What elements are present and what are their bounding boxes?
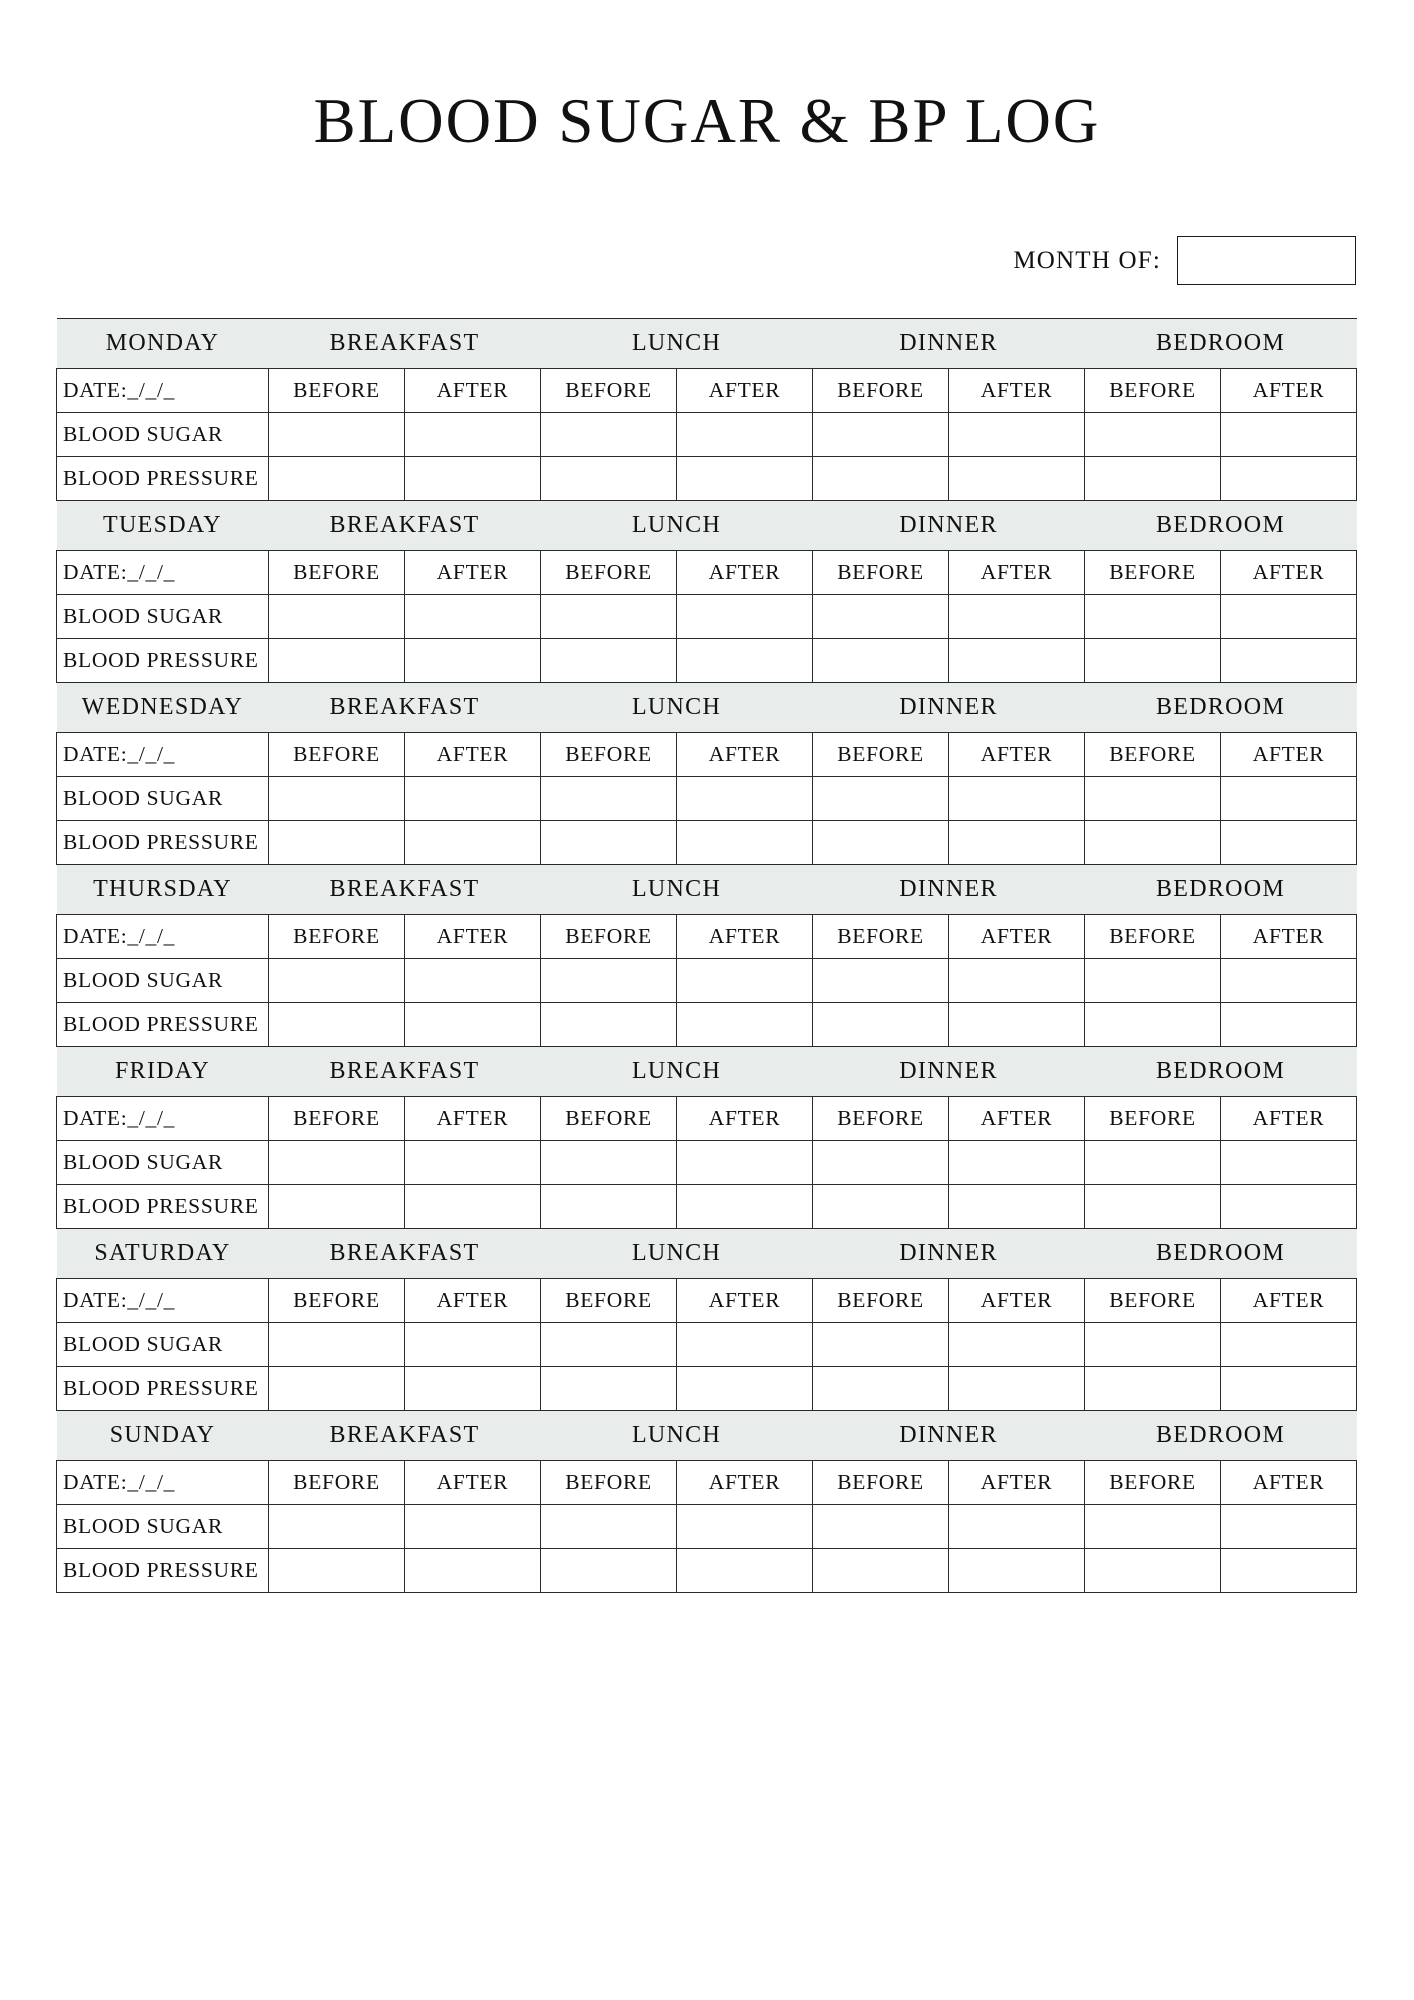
measure-header-before: BEFORE xyxy=(541,733,677,777)
month-of-row xyxy=(0,236,1414,285)
meal-header-breakfast: BREAKFAST xyxy=(269,1047,541,1097)
blood-sugar-input-cell[interactable] xyxy=(813,1505,949,1549)
blood-sugar-input-cell[interactable] xyxy=(269,413,405,457)
measure-header-before: BEFORE xyxy=(813,551,949,595)
blood-sugar-input-cell[interactable] xyxy=(949,777,1085,821)
meal-header-lunch: LUNCH xyxy=(541,1229,813,1279)
measure-header-before: BEFORE xyxy=(813,369,949,413)
month-of-input[interactable] xyxy=(1177,236,1356,285)
blood-pressure-label: BLOOD PRESSURE xyxy=(57,821,269,865)
measure-header-after: AFTER xyxy=(949,915,1085,959)
meal-header-bedroom: BEDROOM xyxy=(1085,1047,1357,1097)
measure-header-after: AFTER xyxy=(949,1461,1085,1505)
blood-pressure-input-cell[interactable] xyxy=(813,457,949,501)
meal-header-bedroom: BEDROOM xyxy=(1085,501,1357,551)
blood-sugar-input-cell[interactable] xyxy=(405,413,541,457)
blood-sugar-input-cell[interactable] xyxy=(1085,1323,1221,1367)
page-title: BLOOD SUGAR & BP LOG xyxy=(313,86,1101,156)
meal-header-bedroom: BEDROOM xyxy=(1085,1411,1357,1461)
meal-header-lunch: LUNCH xyxy=(541,501,813,551)
measure-header-after: AFTER xyxy=(677,1279,813,1323)
blood-pressure-input-cell[interactable] xyxy=(269,1185,405,1229)
blood-sugar-input-cell[interactable] xyxy=(813,1323,949,1367)
blood-pressure-input-cell[interactable] xyxy=(1221,1367,1357,1411)
date-field[interactable]: DATE:_/_/_ xyxy=(57,1279,269,1323)
measure-header-after: AFTER xyxy=(677,915,813,959)
month-of-label: MONTH OF: xyxy=(1013,246,1161,274)
date-row xyxy=(57,733,1357,777)
blood-sugar-input-cell[interactable] xyxy=(405,959,541,1003)
measure-header-before: BEFORE xyxy=(541,369,677,413)
blood-pressure-input-cell[interactable] xyxy=(813,639,949,683)
blood-sugar-input-cell[interactable] xyxy=(1221,595,1357,639)
blood-sugar-input-cell[interactable] xyxy=(813,777,949,821)
blood-sugar-input-cell[interactable] xyxy=(677,595,813,639)
measure-header-after: AFTER xyxy=(1221,733,1357,777)
meal-header-bedroom: BEDROOM xyxy=(1085,683,1357,733)
date-field[interactable]: DATE:_/_/_ xyxy=(57,733,269,777)
blood-sugar-row xyxy=(57,959,1357,1003)
blood-pressure-label: BLOOD PRESSURE xyxy=(57,639,269,683)
meal-header-breakfast: BREAKFAST xyxy=(269,501,541,551)
blood-pressure-input-cell[interactable] xyxy=(677,1367,813,1411)
date-field[interactable]: DATE:_/_/_ xyxy=(57,551,269,595)
day-name-wednesday: WEDNESDAY xyxy=(57,683,269,733)
blood-sugar-label: BLOOD SUGAR xyxy=(57,1141,269,1185)
blood-sugar-label: BLOOD SUGAR xyxy=(57,1505,269,1549)
meal-header-lunch: LUNCH xyxy=(541,683,813,733)
measure-header-after: AFTER xyxy=(1221,1279,1357,1323)
blood-sugar-input-cell[interactable] xyxy=(1085,1141,1221,1185)
blood-pressure-input-cell[interactable] xyxy=(813,1367,949,1411)
measure-header-before: BEFORE xyxy=(1085,369,1221,413)
meal-header-breakfast: BREAKFAST xyxy=(269,319,541,369)
blood-sugar-input-cell[interactable] xyxy=(677,413,813,457)
meal-header-breakfast: BREAKFAST xyxy=(269,1229,541,1279)
date-row xyxy=(57,915,1357,959)
day-name-friday: FRIDAY xyxy=(57,1047,269,1097)
measure-header-after: AFTER xyxy=(677,1461,813,1505)
log-table-container xyxy=(56,318,1358,1593)
blood-sugar-input-cell[interactable] xyxy=(1221,1505,1357,1549)
blood-sugar-input-cell[interactable] xyxy=(1085,413,1221,457)
measure-header-after: AFTER xyxy=(405,369,541,413)
blood-sugar-input-cell[interactable] xyxy=(813,413,949,457)
meal-header-bedroom: BEDROOM xyxy=(1085,865,1357,915)
blood-pressure-input-cell[interactable] xyxy=(813,821,949,865)
blood-sugar-input-cell[interactable] xyxy=(269,959,405,1003)
blood-pressure-input-cell[interactable] xyxy=(677,1003,813,1047)
measure-header-after: AFTER xyxy=(677,733,813,777)
blood-sugar-input-cell[interactable] xyxy=(541,1141,677,1185)
blood-sugar-input-cell[interactable] xyxy=(405,1505,541,1549)
measure-header-after: AFTER xyxy=(949,551,1085,595)
blood-pressure-input-cell[interactable] xyxy=(677,1185,813,1229)
measure-header-after: AFTER xyxy=(405,551,541,595)
blood-sugar-input-cell[interactable] xyxy=(1221,777,1357,821)
blood-sugar-input-cell[interactable] xyxy=(405,1323,541,1367)
blood-sugar-label: BLOOD SUGAR xyxy=(57,413,269,457)
blood-pressure-input-cell[interactable] xyxy=(949,639,1085,683)
blood-sugar-input-cell[interactable] xyxy=(541,413,677,457)
day-name-sunday: SUNDAY xyxy=(57,1411,269,1461)
measure-header-after: AFTER xyxy=(405,1097,541,1141)
measure-header-before: BEFORE xyxy=(269,733,405,777)
blood-pressure-input-cell[interactable] xyxy=(405,1549,541,1593)
measure-header-before: BEFORE xyxy=(813,733,949,777)
blood-sugar-input-cell[interactable] xyxy=(1085,777,1221,821)
blood-sugar-input-cell[interactable] xyxy=(405,777,541,821)
measure-header-before: BEFORE xyxy=(1085,1097,1221,1141)
blood-sugar-input-cell[interactable] xyxy=(541,777,677,821)
meal-header-lunch: LUNCH xyxy=(541,1047,813,1097)
blood-pressure-input-cell[interactable] xyxy=(949,1367,1085,1411)
day-header-row xyxy=(57,501,1357,551)
date-field[interactable]: DATE:_/_/_ xyxy=(57,1097,269,1141)
blood-pressure-input-cell[interactable] xyxy=(541,457,677,501)
blood-sugar-input-cell[interactable] xyxy=(541,1505,677,1549)
blood-pressure-input-cell[interactable] xyxy=(1085,639,1221,683)
blood-pressure-input-cell[interactable] xyxy=(677,457,813,501)
date-field[interactable]: DATE:_/_/_ xyxy=(57,915,269,959)
blood-pressure-input-cell[interactable] xyxy=(813,1549,949,1593)
measure-header-before: BEFORE xyxy=(1085,551,1221,595)
measure-header-after: AFTER xyxy=(1221,369,1357,413)
blood-sugar-input-cell[interactable] xyxy=(949,1505,1085,1549)
meal-header-breakfast: BREAKFAST xyxy=(269,1411,541,1461)
blood-sugar-input-cell[interactable] xyxy=(1085,959,1221,1003)
measure-header-before: BEFORE xyxy=(1085,1279,1221,1323)
date-row xyxy=(57,1461,1357,1505)
meal-header-bedroom: BEDROOM xyxy=(1085,319,1357,369)
measure-header-before: BEFORE xyxy=(269,1097,405,1141)
blood-pressure-input-cell[interactable] xyxy=(1085,1185,1221,1229)
blood-sugar-input-cell[interactable] xyxy=(813,959,949,1003)
blood-pressure-input-cell[interactable] xyxy=(1221,1185,1357,1229)
day-name-thursday: THURSDAY xyxy=(57,865,269,915)
measure-header-before: BEFORE xyxy=(269,1279,405,1323)
meal-header-lunch: LUNCH xyxy=(541,319,813,369)
blood-sugar-input-cell[interactable] xyxy=(1085,1505,1221,1549)
blood-pressure-label: BLOOD PRESSURE xyxy=(57,1549,269,1593)
blood-pressure-input-cell[interactable] xyxy=(541,821,677,865)
measure-header-before: BEFORE xyxy=(813,1097,949,1141)
blood-pressure-row xyxy=(57,1003,1357,1047)
blood-pressure-input-cell[interactable] xyxy=(1085,1367,1221,1411)
blood-pressure-input-cell[interactable] xyxy=(405,1185,541,1229)
meal-header-dinner: DINNER xyxy=(813,1411,1085,1461)
blood-sugar-input-cell[interactable] xyxy=(1221,413,1357,457)
blood-sugar-input-cell[interactable] xyxy=(1221,1141,1357,1185)
meal-header-dinner: DINNER xyxy=(813,1047,1085,1097)
blood-sugar-row xyxy=(57,1323,1357,1367)
blood-sugar-input-cell[interactable] xyxy=(1221,959,1357,1003)
blood-pressure-input-cell[interactable] xyxy=(1221,1549,1357,1593)
date-row xyxy=(57,1279,1357,1323)
blood-pressure-input-cell[interactable] xyxy=(1221,821,1357,865)
measure-header-after: AFTER xyxy=(677,1097,813,1141)
blood-sugar-input-cell[interactable] xyxy=(677,1141,813,1185)
blood-pressure-input-cell[interactable] xyxy=(1221,1003,1357,1047)
blood-sugar-input-cell[interactable] xyxy=(813,1141,949,1185)
measure-header-before: BEFORE xyxy=(813,915,949,959)
day-header-row xyxy=(57,1047,1357,1097)
date-row xyxy=(57,551,1357,595)
blood-pressure-row xyxy=(57,821,1357,865)
day-name-monday: MONDAY xyxy=(57,319,269,369)
blood-sugar-input-cell[interactable] xyxy=(677,777,813,821)
blood-pressure-input-cell[interactable] xyxy=(1085,1549,1221,1593)
blood-sugar-input-cell[interactable] xyxy=(949,595,1085,639)
measure-header-after: AFTER xyxy=(677,551,813,595)
blood-sugar-input-cell[interactable] xyxy=(269,1505,405,1549)
day-name-saturday: SATURDAY xyxy=(57,1229,269,1279)
blood-pressure-input-cell[interactable] xyxy=(541,1549,677,1593)
day-header-row xyxy=(57,865,1357,915)
meal-header-breakfast: BREAKFAST xyxy=(269,865,541,915)
measure-header-after: AFTER xyxy=(949,733,1085,777)
blood-pressure-row xyxy=(57,1185,1357,1229)
blood-pressure-input-cell[interactable] xyxy=(269,639,405,683)
blood-sugar-label: BLOOD SUGAR xyxy=(57,595,269,639)
blood-pressure-input-cell[interactable] xyxy=(1221,639,1357,683)
day-header-row xyxy=(57,319,1357,369)
blood-pressure-input-cell[interactable] xyxy=(541,639,677,683)
meal-header-bedroom: BEDROOM xyxy=(1085,1229,1357,1279)
day-header-row xyxy=(57,1411,1357,1461)
blood-sugar-input-cell[interactable] xyxy=(949,959,1085,1003)
day-header-row xyxy=(57,683,1357,733)
blood-sugar-input-cell[interactable] xyxy=(405,595,541,639)
blood-pressure-label: BLOOD PRESSURE xyxy=(57,1367,269,1411)
blood-pressure-label: BLOOD PRESSURE xyxy=(57,457,269,501)
measure-header-before: BEFORE xyxy=(541,915,677,959)
blood-sugar-row xyxy=(57,413,1357,457)
date-row xyxy=(57,369,1357,413)
blood-pressure-input-cell[interactable] xyxy=(405,1003,541,1047)
blood-pressure-row xyxy=(57,457,1357,501)
blood-sugar-row xyxy=(57,777,1357,821)
meal-header-lunch: LUNCH xyxy=(541,1411,813,1461)
measure-header-before: BEFORE xyxy=(269,551,405,595)
blood-sugar-input-cell[interactable] xyxy=(269,1323,405,1367)
measure-header-before: BEFORE xyxy=(269,369,405,413)
blood-sugar-input-cell[interactable] xyxy=(269,777,405,821)
date-row xyxy=(57,1097,1357,1141)
blood-pressure-input-cell[interactable] xyxy=(405,639,541,683)
log-table xyxy=(56,318,1357,1593)
measure-header-before: BEFORE xyxy=(1085,1461,1221,1505)
blood-pressure-label: BLOOD PRESSURE xyxy=(57,1003,269,1047)
date-field[interactable]: DATE:_/_/_ xyxy=(57,1461,269,1505)
date-field[interactable]: DATE:_/_/_ xyxy=(57,369,269,413)
measure-header-after: AFTER xyxy=(949,1279,1085,1323)
meal-header-dinner: DINNER xyxy=(813,1229,1085,1279)
blood-sugar-input-cell[interactable] xyxy=(677,1505,813,1549)
blood-pressure-input-cell[interactable] xyxy=(269,1549,405,1593)
blood-sugar-input-cell[interactable] xyxy=(269,1141,405,1185)
blood-sugar-input-cell[interactable] xyxy=(949,1141,1085,1185)
blood-sugar-input-cell[interactable] xyxy=(677,1323,813,1367)
blood-pressure-input-cell[interactable] xyxy=(541,1185,677,1229)
blood-pressure-row xyxy=(57,639,1357,683)
blood-pressure-input-cell[interactable] xyxy=(949,457,1085,501)
measure-header-after: AFTER xyxy=(949,369,1085,413)
blood-sugar-input-cell[interactable] xyxy=(541,595,677,639)
blood-pressure-input-cell[interactable] xyxy=(405,457,541,501)
meal-header-breakfast: BREAKFAST xyxy=(269,683,541,733)
measure-header-before: BEFORE xyxy=(1085,915,1221,959)
blood-pressure-input-cell[interactable] xyxy=(949,1003,1085,1047)
measure-header-before: BEFORE xyxy=(1085,733,1221,777)
measure-header-before: BEFORE xyxy=(541,1279,677,1323)
measure-header-after: AFTER xyxy=(1221,551,1357,595)
blood-pressure-input-cell[interactable] xyxy=(813,1185,949,1229)
blood-pressure-input-cell[interactable] xyxy=(541,1003,677,1047)
blood-pressure-input-cell[interactable] xyxy=(677,639,813,683)
measure-header-after: AFTER xyxy=(949,1097,1085,1141)
measure-header-before: BEFORE xyxy=(813,1461,949,1505)
blood-sugar-label: BLOOD SUGAR xyxy=(57,777,269,821)
blood-pressure-input-cell[interactable] xyxy=(269,1003,405,1047)
measure-header-after: AFTER xyxy=(405,733,541,777)
blood-pressure-input-cell[interactable] xyxy=(269,457,405,501)
blood-sugar-input-cell[interactable] xyxy=(949,1323,1085,1367)
measure-header-before: BEFORE xyxy=(269,915,405,959)
blood-sugar-input-cell[interactable] xyxy=(269,595,405,639)
measure-header-after: AFTER xyxy=(677,369,813,413)
blood-sugar-input-cell[interactable] xyxy=(541,1323,677,1367)
day-name-tuesday: TUESDAY xyxy=(57,501,269,551)
blood-sugar-row xyxy=(57,1505,1357,1549)
meal-header-dinner: DINNER xyxy=(813,319,1085,369)
blood-sugar-input-cell[interactable] xyxy=(541,959,677,1003)
measure-header-before: BEFORE xyxy=(813,1279,949,1323)
measure-header-before: BEFORE xyxy=(541,551,677,595)
blood-sugar-input-cell[interactable] xyxy=(405,1141,541,1185)
measure-header-after: AFTER xyxy=(1221,915,1357,959)
measure-header-before: BEFORE xyxy=(269,1461,405,1505)
blood-pressure-input-cell[interactable] xyxy=(949,1185,1085,1229)
blood-pressure-input-cell[interactable] xyxy=(677,821,813,865)
blood-sugar-label: BLOOD SUGAR xyxy=(57,1323,269,1367)
measure-header-after: AFTER xyxy=(405,1279,541,1323)
meal-header-dinner: DINNER xyxy=(813,683,1085,733)
measure-header-after: AFTER xyxy=(405,1461,541,1505)
blood-sugar-input-cell[interactable] xyxy=(813,595,949,639)
blood-pressure-input-cell[interactable] xyxy=(405,1367,541,1411)
measure-header-before: BEFORE xyxy=(541,1097,677,1141)
meal-header-dinner: DINNER xyxy=(813,501,1085,551)
blood-pressure-row xyxy=(57,1549,1357,1593)
blood-pressure-input-cell[interactable] xyxy=(1085,457,1221,501)
blood-sugar-label: BLOOD SUGAR xyxy=(57,959,269,1003)
blood-pressure-input-cell[interactable] xyxy=(949,821,1085,865)
blood-pressure-input-cell[interactable] xyxy=(405,821,541,865)
blood-sugar-input-cell[interactable] xyxy=(1085,595,1221,639)
meal-header-dinner: DINNER xyxy=(813,865,1085,915)
measure-header-after: AFTER xyxy=(405,915,541,959)
blood-pressure-input-cell[interactable] xyxy=(1085,821,1221,865)
day-header-row xyxy=(57,1229,1357,1279)
blood-pressure-input-cell[interactable] xyxy=(1085,1003,1221,1047)
blood-pressure-input-cell[interactable] xyxy=(269,1367,405,1411)
blood-pressure-row xyxy=(57,1367,1357,1411)
measure-header-after: AFTER xyxy=(1221,1461,1357,1505)
meal-header-lunch: LUNCH xyxy=(541,865,813,915)
blood-pressure-label: BLOOD PRESSURE xyxy=(57,1185,269,1229)
blood-sugar-input-cell[interactable] xyxy=(1221,1323,1357,1367)
blood-pressure-input-cell[interactable] xyxy=(813,1003,949,1047)
blood-pressure-input-cell[interactable] xyxy=(541,1367,677,1411)
blood-pressure-input-cell[interactable] xyxy=(269,821,405,865)
blood-pressure-input-cell[interactable] xyxy=(1221,457,1357,501)
measure-header-before: BEFORE xyxy=(541,1461,677,1505)
blood-pressure-input-cell[interactable] xyxy=(677,1549,813,1593)
blood-sugar-row xyxy=(57,1141,1357,1185)
measure-header-after: AFTER xyxy=(1221,1097,1357,1141)
blood-pressure-input-cell[interactable] xyxy=(949,1549,1085,1593)
blood-sugar-input-cell[interactable] xyxy=(677,959,813,1003)
blood-sugar-input-cell[interactable] xyxy=(949,413,1085,457)
blood-sugar-row xyxy=(57,595,1357,639)
